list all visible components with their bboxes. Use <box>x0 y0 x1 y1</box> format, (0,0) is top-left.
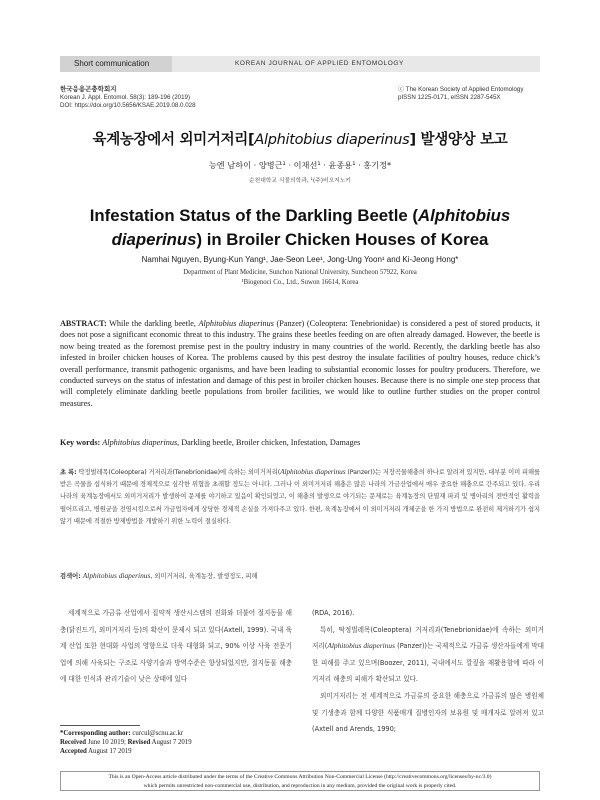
abstract-text-1: While the darkling beetle, <box>106 319 199 328</box>
title-kr-post: ] 발생양상 보고 <box>409 132 508 148</box>
corresponding-author <box>60 729 292 738</box>
footnote-rule <box>60 725 140 726</box>
title-english <box>70 204 530 252</box>
keywords-kr-species: Alphitobius diaperinus <box>82 571 151 580</box>
body-column-left: 세계적으로 가금류 산업에서 집약적 생산시스템의 진화와 더불어 절지동물 해충(닭진드기, 외미거저리 등)의 확산이 문제시 되고 있다(Axtell, 1999). 국내 육계 산업 또한 현대화 사업의 영향으로 더욱 대형화 되고, 90% 이상 사육 전문기업에 의해 사육되는 구조로 사양기술과 방역수준은 향상되었지만, 절지동물 해충에 대한 인식과 관리기술이 낮은 상태에 있다 <box>60 609 292 684</box>
revised-date: August 7 2019 <box>150 739 192 747</box>
authors-korean: 능엔 남하이 · 양병근¹ · 이재선¹ · 윤종용¹ · 홍기정* <box>208 160 392 170</box>
abstract-label: ABSTRACT: <box>60 319 107 328</box>
body-column-right <box>312 605 544 738</box>
body-right-para-3: 외미거저리는 전 세계적으로 가금류의 중요한 해충으로 가금류의 많은 병원체 및 기생충과 함께 다양한 식품매개 질병인자의 보유원 및 매개자로 알려져 있고(Axtell and Arends, 1990; <box>312 691 544 734</box>
body-right-text-a: 특히, 딱정벌레목(Coleoptera) 거저리과(Tenebrionidae)에 속하는 외미거저리( <box>312 625 544 651</box>
title-kr-species: Alphitobius diaperinus <box>254 132 410 148</box>
received-label: Received <box>60 739 87 747</box>
corr-label: *Corresponding author: <box>60 730 131 737</box>
abstract-kr-text-1: 딱정벌레목(Coleoptera) 거저리과(Tenebrionidae)에 속하는 외미거저리( <box>76 469 281 476</box>
keywords-label: Key words: <box>60 438 101 447</box>
body-right-para-2 <box>312 622 544 688</box>
body-right-para-1: (RDA, 2016). <box>312 609 355 617</box>
keywords-kr-rest: , 외미거저리, 육계농장, 발생정도, 피해 <box>150 573 258 580</box>
accepted-date: August 17 2019 <box>86 748 132 756</box>
keywords-kr-label: 검색어: <box>60 573 81 580</box>
abstract-english <box>60 318 540 409</box>
license-box <box>60 771 540 791</box>
journal-header-bar <box>60 56 540 72</box>
abstract-text-2: (Panzer) (Coleoptera: Tenebrionidae) is considered a pest of stored products, it does not pose a significant economic threat to this industry. The grains these beetles feeding on are often already damaged. However, the beetle is now being treated as the foremost premise pest in the poultry industry in many countries of the world. Recently, the darkling beetle has also infested in broiler chicken houses of Korea. The problems caused by this pest destroy the insulate facilities of poultry houses, reduce chick’s overall performance, transmit pathogenic organisms, and have been leading to substantial economic losses for poultry producers. Therefore, we conducted surveys on the status of infestation and damage of this pest in broiler chicken houses. Because there is no simple one step process that will completely eliminate darkling beetle populations from broiler facilities, we would like to outline further studies on the proper control measures. <box>60 319 540 408</box>
body-right-text-b: (Panzer))는 국제적으로 가금류 생산자들에게 막대한 피해를 주고 있으며(Boozer, 2011), 국내에서도 깔짚을 재활용함에 따라 이 거저리 해충의 피해가 확산되고 있다. <box>312 642 545 684</box>
accepted-label: Accepted <box>60 748 87 756</box>
copyright-line: ⓒ The Korean Society of Applied Entomology <box>398 86 524 93</box>
keywords-korean <box>60 570 540 582</box>
affiliation-english <box>0 268 600 288</box>
issn-line: pISSN 1225-0171, eISSN 2287-545X <box>398 94 501 101</box>
keywords-species: Alphitobius diaperinus <box>102 438 178 447</box>
section-tag: Short communication <box>60 56 172 72</box>
abstract-species: Alphitobius diaperinus <box>198 319 274 328</box>
title-en-post: ) in Broiler Chicken Houses of Korea <box>196 230 489 249</box>
affiliation-korean: 순천대학교 식물의학과, ¹(주)비오지노키 <box>249 178 351 184</box>
title-kr-pre: 육계농장에서 외미거저리[ <box>92 132 255 148</box>
copyright-block <box>398 86 540 102</box>
license-line-2: which permits unrestricted non-commercial use, distribution, and reproduction in any medium, provided the original work is properly cited. <box>143 783 457 789</box>
journal-name: KOREAN JOURNAL OF APPLIED ENTOMOLOGY <box>235 60 404 67</box>
authors-english: Namhai Nguyen, Byung-Kun Yang¹, Jae-Seon Lee¹, Jong-Ung Yoon¹ and Ki-Jeong Hong* <box>141 255 459 264</box>
keywords-rest: , Darkling beetle, Broiler chicken, Infestation, Damages <box>177 438 361 447</box>
received-date: June 10 2019; <box>86 739 128 747</box>
revised-label: Revised <box>127 739 151 747</box>
doi-line: DOI: https://doi.org/10.5656/KSAE.2019.08.0.028 <box>60 102 196 109</box>
abstract-kr-label: 초 록: <box>60 469 77 476</box>
affiliation-line-1: Department of Plant Medicine, Sunchon National University, Suncheon 57922, Korea <box>183 269 417 276</box>
accepted <box>60 747 292 756</box>
keywords-english <box>60 437 540 448</box>
abstract-korean <box>60 466 540 528</box>
title-korean <box>0 128 600 149</box>
license-line-1: This is an Open-Access article distributed under the terms of the Creative Commons Attribution Non-Commercial License (http://creativecommons.org/licenses/by-nc/3.0) <box>108 774 492 780</box>
received-revised <box>60 738 292 747</box>
affiliation-line-2: ¹Biogenoci Co., Ltd., Suwon 16614, Korea <box>241 279 359 286</box>
abstract-kr-text-2: (Panzer))는 저장곡물해충의 하나로 알려져 있지만, 대부분 이미 피해를 받은 곡물을 섭식하기 때문에 경제적으로 심각한 위협을 초래할 정도는 아니다. 그러나 이 외미거저리 해충은 많은 나라의 가금산업에서 매우 중요한 해충으로 간주되고 있다. 우리나라의 육계농장에서도 외미거저리가 발생하여 문제를 야기하고 있음이 확인되었고, 이 해충의 발생으로 야기되는 문제로는 육계농장의 단열재 파괴 및 병아리의 전반적인 활력을 떨어뜨리고, 병원균을 전염시킴으로써 가금업자에게 상당한 경제적 손실을 가져다주고 있다. 한편, 육계농장에서 이 외미거저리 개체군을 한 가지 방법으로 완전히 제거하기가 쉽지 않기 때문에 적절한 방제방법을 개발하기 위한 노력이 절실하다. <box>60 469 540 525</box>
title-en-species: Alphitobius diaperinus <box>111 206 511 249</box>
corr-email[interactable]: curcul@scnu.ac.kr <box>130 730 184 737</box>
citation-line: Korean J. Appl. Entomol. 58(3): 189-196 (2019) <box>60 94 191 101</box>
citation-block <box>60 86 196 110</box>
abstract-kr-species: Alphitobius diaperinus <box>280 467 346 476</box>
title-en-pre: Infestation Status of the Darkling Beetle ( <box>89 206 418 225</box>
body-right-species: Alphitobius diaperinus <box>327 641 395 651</box>
footnote <box>60 729 292 757</box>
journal-title-kr: 한국응용곤충학회지 <box>60 86 117 93</box>
